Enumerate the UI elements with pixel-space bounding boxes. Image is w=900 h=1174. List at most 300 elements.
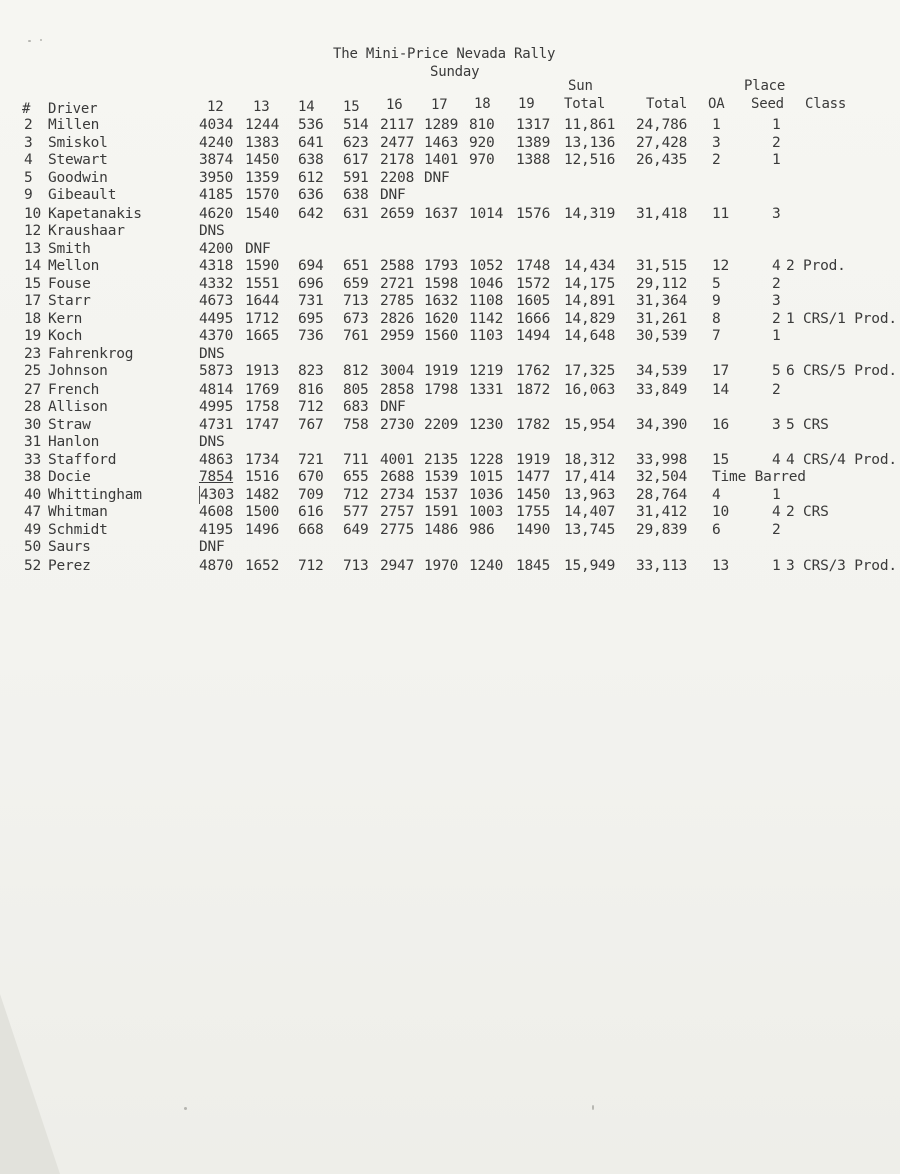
cell-stage-16: 2588 [380, 257, 415, 274]
cell-stage-12: 4034 [199, 117, 234, 133]
header-stage-16: 16 [386, 97, 403, 113]
cell-entry-number: 15 [24, 276, 42, 292]
cell-stage-16: 2730 [380, 416, 415, 433]
cell-seed-place: 1 [772, 557, 781, 574]
cell-stage-14: 612 [298, 170, 324, 187]
header-place: Place [744, 78, 786, 94]
cell-entry-number: 25 [24, 363, 42, 380]
cell-stage-15: 805 [343, 381, 369, 398]
cell-entry-number: 18 [24, 311, 42, 328]
header-driver: Driver [48, 101, 98, 117]
cell-stage-17: 1598 [424, 276, 459, 292]
cell-driver-name: Saurs [48, 539, 91, 556]
cell-overall-place: 17 [712, 363, 730, 380]
cell-overall-place: 3 [712, 135, 721, 152]
cell-stage-17: 1970 [424, 557, 459, 574]
cell-stage-12: 4332 [199, 276, 234, 292]
cell-stage-19: 1572 [516, 276, 551, 292]
cell-total: 31,515 [636, 257, 688, 274]
cell-seed-place: 2 [772, 381, 781, 398]
cell-stage-17: 1591 [424, 504, 459, 521]
cell-stage-17: 1539 [424, 469, 459, 485]
header-seed: Seed [751, 96, 784, 112]
cell-stage-13: 1734 [245, 452, 280, 468]
cell-seed-place: 4 [772, 452, 781, 468]
cell-stage-18: 1015 [469, 469, 504, 485]
cell-stage-15: 812 [343, 363, 369, 380]
cell-entry-number: 23 [24, 346, 42, 363]
cell-entry-number: 3 [24, 135, 33, 152]
cell-stage-12: 4995 [199, 398, 234, 415]
cell-seed-place: 2 [772, 135, 781, 152]
cell-stage-14: 536 [298, 117, 324, 133]
cell-stage-19: 1317 [516, 117, 551, 133]
cell-driver-name: Perez [48, 557, 91, 574]
cell-entry-number: 17 [24, 293, 42, 309]
cell-stage-12: 4495 [199, 311, 234, 328]
cell-stage-16: 2721 [380, 276, 415, 292]
cell-stage-19: 1389 [516, 135, 551, 152]
cell-seed-place: 3 [772, 416, 781, 433]
cell-total: 31,418 [636, 205, 688, 222]
cell-seed-place: 2 [772, 522, 781, 539]
cell-stage-17: 1463 [424, 135, 459, 152]
cell-stage-14: 616 [298, 504, 324, 521]
cell-stage-15: 712 [343, 487, 369, 504]
cell-stage-12: 4240 [199, 135, 234, 152]
cell-entry-number: 28 [24, 398, 42, 415]
cell-stage-18: 986 [469, 522, 495, 539]
cell-stage-12: 4673 [199, 293, 234, 309]
cell-entry-number: 5 [24, 170, 33, 187]
cell-total: 31,261 [636, 311, 688, 328]
header-total: Total [646, 96, 688, 112]
cell-seed-place: 3 [772, 205, 781, 222]
cell-driver-name: Kraushaar [48, 222, 125, 239]
cell-stage-17: DNF [424, 170, 450, 187]
cell-stage-15: 659 [343, 276, 369, 292]
cell-driver-name: French [48, 381, 100, 398]
cell-stage-15: 713 [343, 293, 369, 309]
cell-stage-13: 1540 [245, 205, 280, 222]
cell-stage-19: 1490 [516, 522, 551, 539]
cell-seed-place: 1 [772, 328, 781, 345]
cell-stage-18: 1230 [469, 416, 504, 433]
cell-stage-13: 1359 [245, 170, 280, 187]
cell-stage-12: 4814 [199, 381, 234, 398]
cell-stage-12: 4870 [199, 557, 234, 574]
cell-stage-18: 1103 [469, 328, 504, 345]
cell-sun-total: 14,891 [564, 293, 616, 309]
cell-stage-12: DNS [199, 222, 225, 239]
cell-sun-total: 14,434 [564, 257, 616, 274]
cell-stage-15: 758 [343, 416, 369, 433]
cell-stage-14: 736 [298, 328, 324, 345]
cell-overall-place: 2 [712, 152, 721, 169]
cell-seed-place: 4 [772, 504, 781, 521]
cell-stage-19: 1494 [516, 328, 551, 345]
cell-total: 33,998 [636, 452, 688, 468]
cell-stage-15: 651 [343, 257, 369, 274]
cell-stage-16: 4001 [380, 452, 415, 468]
cell-stage-14: 696 [298, 276, 324, 292]
cell-sun-total: 15,949 [564, 557, 616, 574]
cell-stage-13: 1747 [245, 416, 280, 433]
header-sun-top: Sun [568, 78, 593, 94]
cell-stage-18: 1142 [469, 311, 504, 328]
cell-entry-number: 14 [24, 257, 42, 274]
cell-stage-16: 2826 [380, 311, 415, 328]
cell-entry-number: 13 [24, 240, 42, 257]
cell-stage-16: 2785 [380, 293, 415, 309]
cell-overall-place: Time Barred [712, 469, 806, 485]
cell-stage-19: 1450 [516, 487, 551, 504]
cell-stage-19: 1576 [516, 205, 551, 222]
cell-stage-16: 2775 [380, 522, 415, 539]
cell-stage-13: 1758 [245, 398, 280, 415]
cell-sun-total: 12,516 [564, 152, 616, 169]
header-overall: OA [708, 96, 725, 112]
cell-driver-name: Schmidt [48, 522, 108, 539]
cell-entry-number: 19 [24, 328, 42, 345]
header-stage-17: 17 [431, 97, 448, 113]
cell-stage-12: 4370 [199, 328, 234, 345]
cell-stage-18: 1003 [469, 504, 504, 521]
cell-overall-place: 8 [712, 311, 721, 328]
cell-entry-number: 10 [24, 205, 42, 222]
cell-stage-18: 1046 [469, 276, 504, 292]
cell-stage-14: 712 [298, 557, 324, 574]
cell-stage-17: 1798 [424, 381, 459, 398]
cell-overall-place: 4 [712, 487, 721, 504]
cell-sun-total: 17,414 [564, 469, 616, 485]
cell-entry-number: 12 [24, 222, 42, 239]
header-stage-19: 19 [518, 96, 535, 112]
cell-stage-12: 4303 [200, 487, 235, 504]
cell-stage-19: 1919 [516, 452, 551, 468]
cell-overall-place: 15 [712, 452, 730, 468]
cell-stage-12: 3874 [199, 152, 234, 169]
cell-stage-12: DNS [199, 346, 225, 363]
cell-stage-18: 1219 [469, 363, 504, 380]
cell-overall-place: 6 [712, 522, 721, 539]
cell-sun-total: 14,175 [564, 276, 616, 292]
cell-total: 27,428 [636, 135, 688, 152]
cell-stage-18: 1036 [469, 487, 504, 504]
cell-stage-14: 636 [298, 187, 324, 204]
cell-sun-total: 17,325 [564, 363, 616, 380]
cell-stage-14: 638 [298, 152, 324, 169]
cell-stage-12: 4620 [199, 205, 234, 222]
cell-driver-name: Whitman [48, 504, 108, 521]
cell-stage-16: 2959 [380, 328, 415, 345]
cell-entry-number: 49 [24, 522, 42, 539]
cell-stage-18: 1228 [469, 452, 504, 468]
cell-stage-18: 1108 [469, 293, 504, 309]
paper-speck [40, 39, 42, 41]
cell-overall-place: 7 [712, 328, 721, 345]
cell-driver-name: Smith [48, 240, 91, 257]
cell-class-place: 5 CRS [786, 416, 829, 433]
cell-seed-place: 2 [772, 311, 781, 328]
cell-stage-17: 1637 [424, 205, 459, 222]
cell-stage-17: 1537 [424, 487, 459, 504]
paper-corner-fold [0, 994, 60, 1174]
cell-sun-total: 14,407 [564, 504, 616, 521]
cell-driver-name: Millen [48, 117, 100, 133]
cell-seed-place: 4 [772, 257, 781, 274]
cell-stage-17: 1560 [424, 328, 459, 345]
cell-total: 30,539 [636, 328, 688, 345]
cell-total: 33,849 [636, 381, 688, 398]
cell-stage-15: 761 [343, 328, 369, 345]
cell-stage-13: DNF [245, 240, 271, 257]
paper-speck [592, 1105, 594, 1110]
cell-stage-17: 1620 [424, 311, 459, 328]
cell-stage-15: 713 [343, 557, 369, 574]
cell-total: 34,539 [636, 363, 688, 380]
paper-speck [28, 40, 31, 42]
cell-stage-14: 767 [298, 416, 324, 433]
cell-driver-name: Stafford [48, 452, 117, 468]
cell-stage-16: 2208 [380, 170, 415, 187]
cell-driver-name: Kern [48, 311, 83, 328]
cell-driver-name: Smiskol [48, 135, 108, 152]
cell-total: 29,112 [636, 276, 688, 292]
cell-stage-12: DNS [199, 433, 225, 450]
cell-total: 29,839 [636, 522, 688, 539]
cell-stage-15: 617 [343, 152, 369, 169]
cell-entry-number: 2 [24, 117, 33, 133]
cell-total: 26,435 [636, 152, 688, 169]
cell-entry-number: 33 [24, 452, 42, 468]
cell-stage-16: 2688 [380, 469, 415, 485]
cell-stage-16: 2477 [380, 135, 415, 152]
cell-stage-17: 1486 [424, 522, 459, 539]
cell-sun-total: 11,861 [564, 117, 616, 133]
cell-seed-place: 1 [772, 117, 781, 133]
cell-total: 31,364 [636, 293, 688, 309]
cell-overall-place: 5 [712, 276, 721, 292]
cell-stage-12: 4608 [199, 504, 234, 521]
cell-stage-14: 670 [298, 469, 324, 485]
cell-stage-18: 810 [469, 117, 495, 133]
cell-driver-name: Stewart [48, 152, 108, 169]
cell-driver-name: Docie [48, 469, 91, 485]
cell-entry-number: 31 [24, 433, 42, 450]
cell-sun-total: 15,954 [564, 416, 616, 433]
cell-driver-name: Fouse [48, 276, 91, 292]
cell-stage-17: 1632 [424, 293, 459, 309]
cell-stage-13: 1551 [245, 276, 280, 292]
cell-seed-place: 2 [772, 276, 781, 292]
cell-stage-13: 1652 [245, 557, 280, 574]
cell-entry-number: 30 [24, 416, 42, 433]
cell-sun-total: 18,312 [564, 452, 616, 468]
cell-driver-name: Johnson [48, 363, 108, 380]
cell-overall-place: 11 [712, 205, 730, 222]
cell-total: 33,113 [636, 557, 688, 574]
cell-sun-total: 14,829 [564, 311, 616, 328]
paper-speck [184, 1107, 187, 1110]
cell-stage-13: 1913 [245, 363, 280, 380]
cell-total: 32,504 [636, 469, 688, 485]
cell-driver-name: Whittingham [48, 487, 142, 504]
header-stage-14: 14 [298, 99, 315, 115]
header-stage-12: 12 [207, 99, 224, 115]
cell-stage-17: 1793 [424, 257, 459, 274]
cell-stage-15: 683 [343, 398, 369, 415]
cell-stage-12: DNF [199, 539, 225, 556]
cell-stage-18: 1240 [469, 557, 504, 574]
cell-driver-name: Allison [48, 398, 108, 415]
cell-entry-number: 38 [24, 469, 42, 485]
cell-seed-place: 3 [772, 293, 781, 309]
cell-stage-12: 4195 [199, 522, 234, 539]
cell-entry-number: 27 [24, 381, 42, 398]
cell-seed-place: 5 [772, 363, 781, 380]
cell-stage-12: 4200 [199, 240, 234, 257]
cell-stage-19: 1762 [516, 363, 551, 380]
cell-stage-13: 1383 [245, 135, 280, 152]
cell-class-place: 6 CRS/5 Prod. [786, 363, 897, 380]
cell-entry-number: 52 [24, 557, 42, 574]
cell-stage-14: 694 [298, 257, 324, 274]
cell-driver-name: Fahrenkrog [48, 346, 134, 363]
cell-overall-place: 14 [712, 381, 730, 398]
cell-sun-total: 13,136 [564, 135, 616, 152]
cell-driver-name: Goodwin [48, 170, 108, 187]
cell-stage-13: 1570 [245, 187, 280, 204]
cell-total: 24,786 [636, 117, 688, 133]
cell-stage-19: 1388 [516, 152, 551, 169]
cell-stage-12: 5873 [199, 363, 234, 380]
cell-stage-15: 638 [343, 187, 369, 204]
header-stage-18: 18 [474, 96, 491, 112]
document-subtitle: Sunday [430, 64, 480, 80]
cell-stage-19: 1872 [516, 381, 551, 398]
cell-stage-15: 655 [343, 469, 369, 485]
cell-stage-14: 709 [298, 487, 324, 504]
cell-stage-12: 4731 [199, 416, 234, 433]
cell-stage-15: 577 [343, 504, 369, 521]
cell-driver-name: Starr [48, 293, 91, 309]
cell-stage-19: 1755 [516, 504, 551, 521]
cell-stage-19: 1748 [516, 257, 551, 274]
cell-stage-16: DNF [380, 398, 406, 415]
cell-driver-name: Koch [48, 328, 83, 345]
cell-stage-16: 2858 [380, 381, 415, 398]
cell-entry-number: 9 [24, 187, 33, 204]
cell-stage-15: 514 [343, 117, 369, 133]
cell-stage-17: 2209 [424, 416, 459, 433]
cell-stage-17: 1919 [424, 363, 459, 380]
cell-stage-13: 1516 [245, 469, 280, 485]
cell-stage-16: 3004 [380, 363, 415, 380]
cell-stage-13: 1450 [245, 152, 280, 169]
cell-stage-15: 623 [343, 135, 369, 152]
header-stage-13: 13 [253, 99, 270, 115]
cell-class-place: 4 CRS/4 Prod. [786, 452, 897, 468]
cell-stage-19: 1666 [516, 311, 551, 328]
cell-stage-14: 642 [298, 205, 324, 222]
cell-class-place: 3 CRS/3 Prod. [786, 557, 897, 574]
cell-driver-name: Straw [48, 416, 91, 433]
cell-stage-18: 920 [469, 135, 495, 152]
cell-stage-19: 1845 [516, 557, 551, 574]
cell-overall-place: 1 [712, 117, 721, 133]
cell-stage-13: 1500 [245, 504, 280, 521]
header-number: # [22, 101, 31, 117]
cell-stage-18: 1052 [469, 257, 504, 274]
cell-driver-name: Gibeault [48, 187, 117, 204]
cell-class-place: 2 Prod. [786, 257, 846, 274]
cell-driver-name: Kapetanakis [48, 205, 142, 222]
cell-entry-number: 40 [24, 487, 42, 504]
cell-overall-place: 9 [712, 293, 721, 309]
cell-entry-number: 4 [24, 152, 33, 169]
cell-stage-19: 1477 [516, 469, 551, 485]
cell-stage-13: 1769 [245, 381, 280, 398]
cell-stage-16: 2659 [380, 205, 415, 222]
cell-overall-place: 13 [712, 557, 730, 574]
cell-stage-14: 721 [298, 452, 324, 468]
cell-seed-place: 1 [772, 487, 781, 504]
cell-total: 31,412 [636, 504, 688, 521]
cell-sun-total: 14,319 [564, 205, 616, 222]
cell-stage-14: 695 [298, 311, 324, 328]
cell-stage-12: 4863 [199, 452, 234, 468]
cell-stage-16: 2117 [380, 117, 415, 133]
cell-stage-18: 970 [469, 152, 495, 169]
cell-stage-14: 668 [298, 522, 324, 539]
cell-entry-number: 50 [24, 539, 42, 556]
cell-stage-14: 641 [298, 135, 324, 152]
header-stage-15: 15 [343, 99, 360, 115]
cell-overall-place: 10 [712, 504, 730, 521]
cell-stage-15: 711 [343, 452, 369, 468]
cell-seed-place: 1 [772, 152, 781, 169]
cell-sun-total: 13,963 [564, 487, 616, 504]
cell-stage-13: 1244 [245, 117, 280, 133]
document-title: The Mini-Price Nevada Rally [333, 46, 556, 62]
cell-total: 34,390 [636, 416, 688, 433]
cell-stage-19: 1782 [516, 416, 551, 433]
cell-sun-total: 14,648 [564, 328, 616, 345]
cell-stage-12: 4318 [199, 257, 234, 274]
cell-stage-16: 2947 [380, 557, 415, 574]
cell-stage-12: 4185 [199, 187, 234, 204]
cell-class-place: 1 CRS/1 Prod. [786, 311, 897, 328]
cell-sun-total: 13,745 [564, 522, 616, 539]
cell-total: 28,764 [636, 487, 688, 504]
cell-stage-15: 591 [343, 170, 369, 187]
cell-stage-12: 3950 [199, 170, 234, 187]
cell-stage-16: 2734 [380, 487, 415, 504]
cell-stage-15: 631 [343, 205, 369, 222]
cell-stage-13: 1644 [245, 293, 280, 309]
cell-stage-12: 7854 [199, 469, 234, 485]
cell-stage-17: 1289 [424, 117, 459, 133]
cell-stage-13: 1665 [245, 328, 280, 345]
cell-sun-total: 16,063 [564, 381, 616, 398]
cell-stage-15: 673 [343, 311, 369, 328]
cell-stage-16: DNF [380, 187, 406, 204]
cell-stage-16: 2178 [380, 152, 415, 169]
cell-driver-name: Mellon [48, 257, 100, 274]
cell-driver-name: Hanlon [48, 433, 100, 450]
cell-stage-14: 823 [298, 363, 324, 380]
